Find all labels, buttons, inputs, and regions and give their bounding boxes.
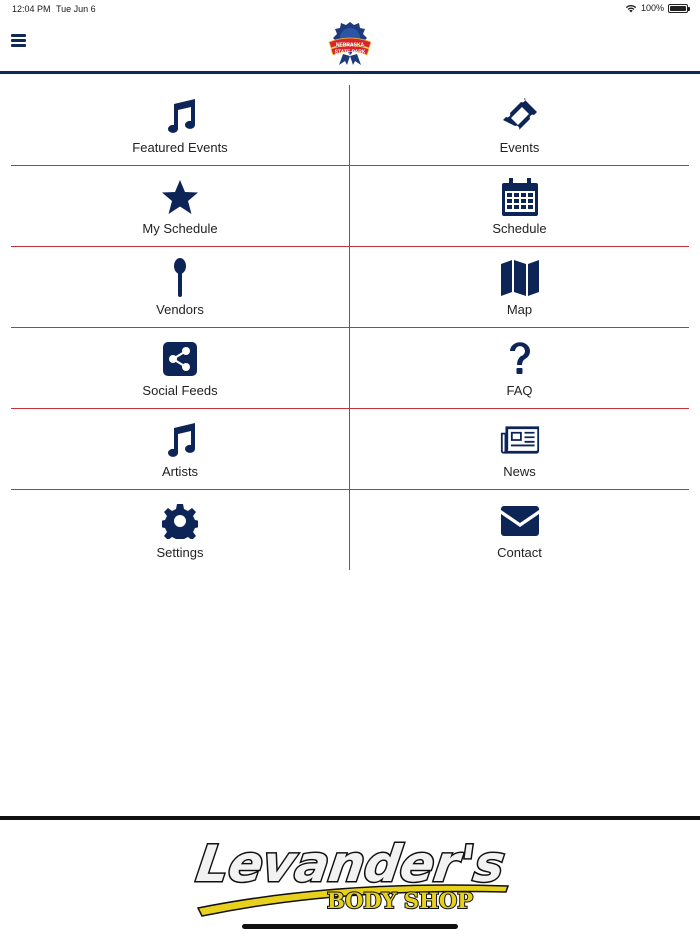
menu-item-settings[interactable]	[11, 490, 350, 570]
music-note-icon	[160, 421, 200, 459]
envelope-icon	[500, 502, 540, 540]
menu-item-label: Schedule	[492, 221, 547, 236]
menu-item-label: FAQ	[506, 383, 533, 398]
map-icon	[500, 259, 540, 297]
battery-icon	[668, 4, 688, 13]
menu-item-news[interactable]	[350, 409, 689, 489]
menu-row	[11, 409, 689, 490]
menu-item-faq[interactable]	[350, 328, 689, 408]
ad-brand: Levander's	[193, 834, 509, 893]
menu-item-label: Events	[499, 140, 540, 155]
menu-item-schedule[interactable]	[350, 166, 689, 246]
ad-banner[interactable]	[0, 820, 700, 934]
menu-row	[11, 328, 689, 409]
menu-item-label: Social Feeds	[142, 383, 218, 398]
menu-item-label: Map	[506, 302, 533, 317]
menu-item-my-schedule[interactable]	[11, 166, 350, 246]
menu-item-label: Artists	[161, 464, 199, 479]
wifi-icon	[625, 4, 637, 13]
status-time: 12:04 PM	[12, 4, 51, 14]
question-icon	[500, 340, 540, 378]
menu-item-label: News	[503, 464, 536, 479]
menu-item-social-feeds[interactable]	[11, 328, 350, 408]
menu-item-vendors[interactable]	[11, 247, 350, 327]
status-bar	[0, 0, 700, 18]
header-divider	[0, 71, 700, 74]
menu-grid	[11, 85, 689, 571]
menu-row	[11, 166, 689, 247]
menu-item-label: Vendors	[156, 302, 204, 317]
music-note-icon	[160, 97, 200, 135]
menu-row	[11, 247, 689, 328]
menu-row	[11, 85, 689, 166]
menu-item-map[interactable]	[350, 247, 689, 327]
menu-item-contact[interactable]	[350, 490, 689, 570]
menu-item-label: Featured Events	[132, 140, 228, 155]
status-date: Tue Jun 6	[56, 4, 96, 14]
gear-icon	[160, 502, 200, 540]
status-indicators	[625, 3, 688, 13]
menu-item-label: Contact	[497, 545, 542, 560]
menu-item-label: Settings	[156, 545, 204, 560]
home-indicator[interactable]	[242, 924, 458, 929]
newspaper-icon	[500, 421, 540, 459]
nebraska-state-park-logo	[325, 20, 375, 66]
logo-text-top: NEBRASKA	[335, 42, 365, 49]
battery-percent: 100%	[640, 3, 664, 13]
ticket-icon	[500, 97, 540, 135]
menu-item-featured-events[interactable]	[11, 85, 350, 165]
calendar-icon	[500, 178, 540, 216]
app-header	[0, 18, 700, 72]
spoon-icon	[160, 259, 200, 297]
menu-item-label: My Schedule	[142, 221, 218, 236]
menu-row	[11, 490, 689, 571]
star-icon	[160, 178, 200, 216]
ad-tagline: BODY SHOP	[326, 888, 474, 913]
hamburger-menu-icon[interactable]	[11, 34, 26, 46]
share-icon	[160, 340, 200, 378]
menu-item-artists[interactable]	[11, 409, 350, 489]
menu-item-events[interactable]	[350, 85, 689, 165]
levanders-body-shop-logo[interactable]	[188, 826, 518, 926]
logo-text-bottom: STATE PARK	[334, 49, 366, 56]
